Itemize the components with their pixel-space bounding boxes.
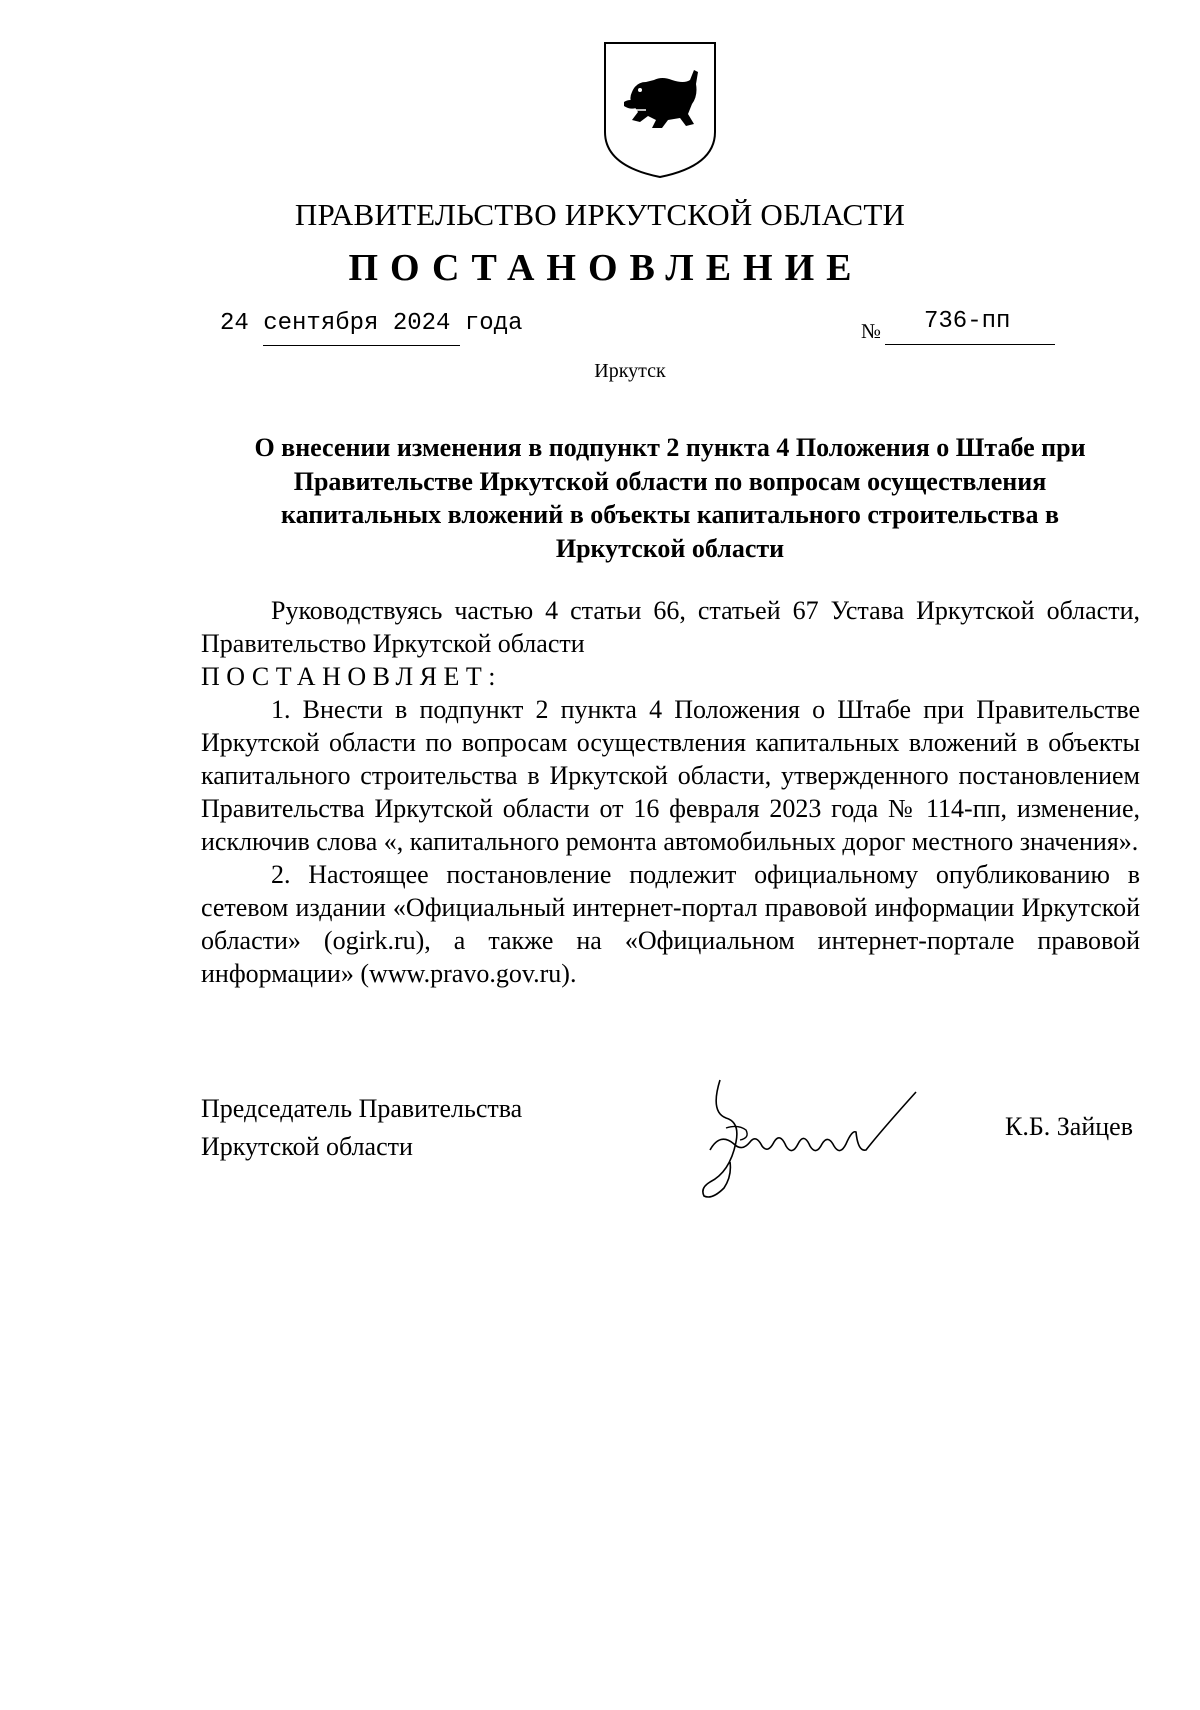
- item-1-paragraph: 1. Внести в подпункт 2 пункта 4 Положения о Штабе при Правительстве Иркутской области по вопросам осуществления капитальных вложений в объекты капитального строительства в Иркутской области, утвержденного постановлением Правительства Иркутской области от 16 февраля 2023 года № 114-пп, изменение, исключив слова «, капитального ремонта автомобильных дорог местного значения».: [201, 695, 1140, 856]
- title-line: капитальных вложений в объекты капитального строительства в: [280, 500, 1060, 529]
- signatory-position: [201, 1090, 522, 1166]
- number-label: №: [861, 319, 882, 343]
- position-line: Председатель Правительства: [201, 1094, 523, 1123]
- city-name: Иркутск: [594, 360, 666, 382]
- title-line: О внесении изменения в подпункт 2 пункта 4 Положения о Штабе при: [254, 433, 1086, 462]
- decree-word: ПОСТАНОВЛЯЕТ:: [201, 662, 502, 691]
- document-date: [220, 310, 522, 337]
- coat-of-arms-icon: [602, 40, 718, 180]
- item-2-paragraph: 2. Настоящее постановление подлежит официальному опубликованию в сетевом издании «Официальный интернет-портал правовой информации Иркутской области» (ogirk.ru), а также на «Официальном интернет-портале правовой информации» (www.pravo.gov.ru).: [201, 860, 1140, 988]
- title-line: Иркутской области: [555, 533, 785, 563]
- document-body: [201, 594, 1140, 990]
- title-line: Правительстве Иркутской области по вопросам осуществления: [293, 466, 1047, 496]
- preamble-paragraph: Руководствуясь частью 4 статьи 66, статьей 67 Устава Иркутской области, Правительство Иркутской области: [201, 596, 1140, 658]
- date-month: сентября: [263, 310, 379, 337]
- date-suffix: года: [464, 310, 523, 337]
- handwritten-signature: [680, 1072, 940, 1202]
- date-year: 2024: [392, 310, 451, 337]
- document-type: ПОСТАНОВЛЕНИЕ: [348, 247, 864, 289]
- organization-name: ПРАВИТЕЛЬСТВО ИРКУТСКОЙ ОБЛАСТИ: [294, 197, 906, 232]
- position-line: Иркутской области: [201, 1132, 413, 1161]
- document-title: [200, 431, 1140, 565]
- date-day: 24: [220, 310, 249, 337]
- document-number: 736-пп: [924, 308, 1011, 335]
- date-underline: [263, 345, 460, 346]
- number-underline: [885, 344, 1055, 345]
- signatory-name: К.Б. Зайцев: [1005, 1112, 1133, 1141]
